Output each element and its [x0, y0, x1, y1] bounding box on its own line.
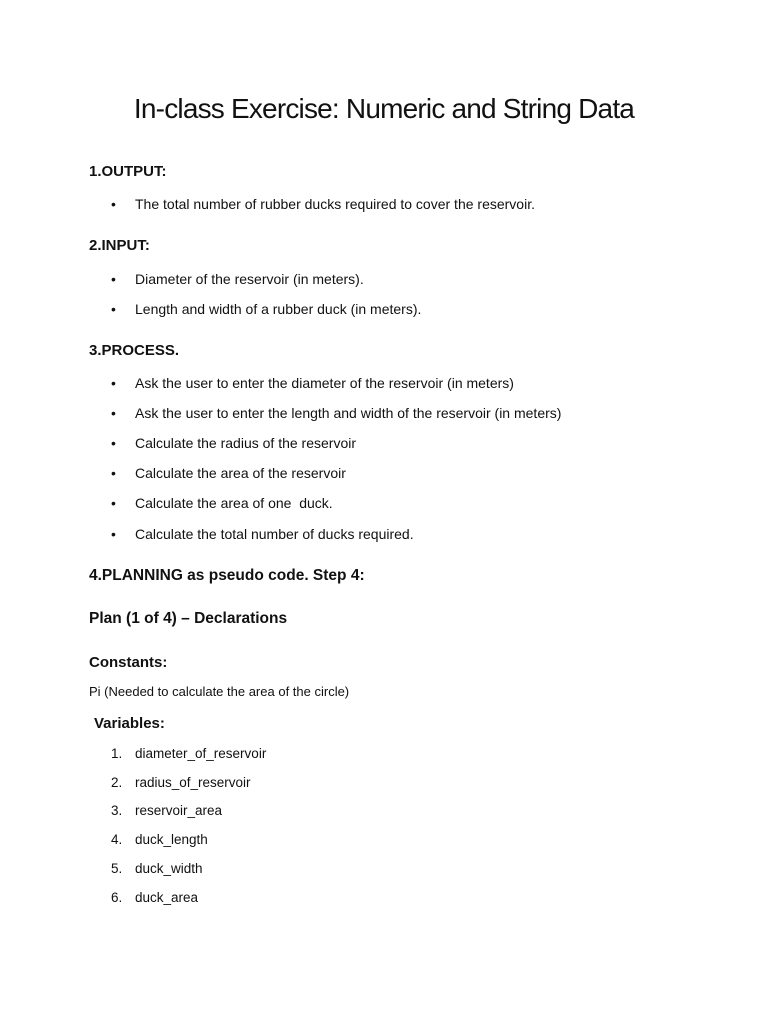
process-item: • Calculate the area of one duck. [111, 495, 333, 511]
plan-heading: Plan (1 of 4) – Declarations [89, 610, 288, 627]
variable-item: 6. duck_area [111, 890, 199, 905]
bullet-icon: • [111, 435, 116, 451]
document-title: In-class Exercise: Numeric and String Data [133, 93, 635, 124]
bullet-icon: • [111, 271, 116, 287]
constants-heading: Constants: [89, 654, 168, 671]
variable-item: 1. diameter_of_reservoir [111, 746, 267, 761]
variable-item: 2. radius_of_reservoir [111, 775, 251, 790]
bullet-icon: • [111, 375, 116, 391]
variable-item: 3. reservoir_area [111, 803, 223, 818]
bullet-icon: • [111, 495, 116, 511]
input-heading: 2.INPUT: [89, 237, 150, 254]
bullet-icon: • [111, 465, 116, 481]
bullet-icon: • [111, 405, 116, 421]
output-item: • The total number of rubber ducks required to cover the reservoir. [111, 196, 535, 212]
process-item: • Ask the user to enter the length and width of the reservoir (in meters) [111, 405, 562, 421]
bullet-icon: • [111, 301, 116, 317]
bullet-icon: • [111, 196, 116, 212]
planning-heading: 4.PLANNING as pseudo code. Step 4: [89, 567, 365, 584]
process-item: • Calculate the area of the reservoir [111, 465, 346, 481]
variable-item: 5. duck_width [111, 861, 203, 876]
input-item: • Length and width of a rubber duck (in meters). [111, 301, 422, 317]
output-heading: 1.OUTPUT: [89, 163, 167, 180]
process-item: • Calculate the radius of the reservoir [111, 435, 356, 451]
process-item: • Calculate the total number of ducks required. [111, 526, 414, 542]
bullet-icon: • [111, 526, 116, 542]
process-heading: 3.PROCESS. [89, 342, 180, 359]
process-item: • Ask the user to enter the diameter of the reservoir (in meters) [111, 375, 514, 391]
variable-item: 4. duck_length [111, 832, 208, 847]
constants-text: Pi (Needed to calculate the area of the circle) [89, 684, 350, 699]
input-item: • Diameter of the reservoir (in meters). [111, 271, 364, 287]
variables-heading: Variables: [94, 715, 165, 732]
